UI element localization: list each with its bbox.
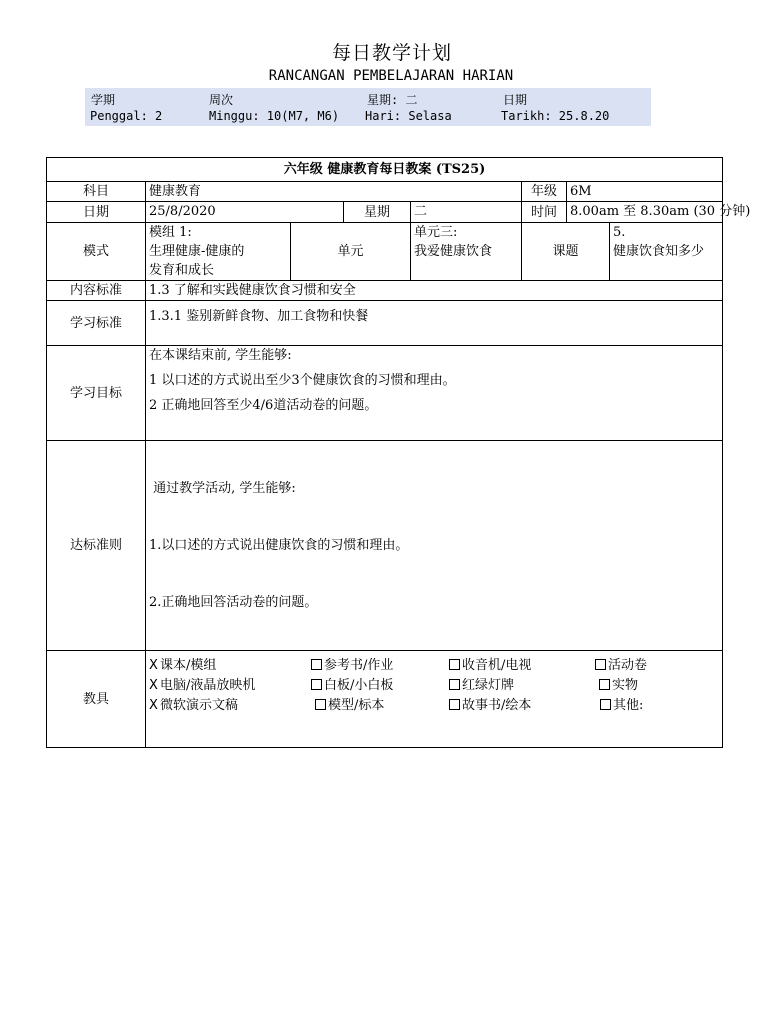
tool-label: 实物	[612, 678, 639, 693]
objective-item: 2 正确地回答至少4/6道活动卷的问题。	[149, 398, 378, 413]
tool-checkbox-item[interactable]	[449, 676, 514, 695]
info-bar	[85, 88, 651, 126]
learning-standard-value: 1.3.1 鉴别新鲜食物、加工食物和快餐	[146, 301, 723, 346]
tool-label: 故事书/绘本	[462, 698, 532, 713]
objective-item: 1 以口述的方式说出至少3个健康饮食的习惯和理由。	[149, 373, 456, 388]
plan-heading: 六年级 健康教育每日教案 (TS25)	[47, 158, 723, 182]
tools-cell	[146, 651, 723, 748]
page-title-chinese: 每日教学计划	[331, 42, 452, 64]
subject-label: 科目	[47, 182, 146, 202]
checked-mark-icon[interactable]: X	[149, 698, 158, 713]
learning-standard-label: 学习标准	[47, 301, 146, 346]
tool-checkbox-item[interactable]	[311, 676, 393, 695]
checkbox-icon[interactable]	[449, 699, 460, 710]
page-title-malay: RANCANGAN PEMBELAJARAN HARIAN	[268, 68, 514, 84]
checked-mark-icon[interactable]: X	[149, 658, 158, 673]
checkbox-icon[interactable]	[311, 679, 322, 690]
checkbox-icon[interactable]	[311, 659, 322, 670]
tool-checkbox-item[interactable]	[595, 656, 647, 675]
tool-checkbox-item[interactable]	[449, 656, 531, 675]
checkbox-icon[interactable]	[595, 659, 606, 670]
term-label: 学期	[91, 93, 116, 107]
tool-checkbox-item[interactable]	[600, 696, 643, 715]
objective-cell	[146, 346, 723, 441]
topic-value: 5. 健康饮食知多少	[610, 223, 723, 281]
criteria-item: 1.以口述的方式说出健康饮食的习惯和理由。	[149, 538, 409, 553]
criteria-label: 达标准则	[47, 441, 146, 651]
module-value: 模组 1: 生理健康-健康的 发育和成长	[146, 223, 291, 281]
tool-checkbox-item[interactable]	[149, 676, 255, 695]
tool-label: 收音机/电视	[462, 658, 532, 673]
day-value: Hari: Selasa	[365, 109, 452, 123]
tool-checkbox-item[interactable]	[149, 696, 238, 715]
checkbox-icon[interactable]	[449, 659, 460, 670]
module-label: 模式	[47, 223, 146, 281]
time-label: 时间	[522, 202, 567, 223]
topic-label: 课题	[522, 223, 610, 281]
criteria-cell	[146, 441, 723, 651]
content-standard-label: 内容标准	[47, 281, 146, 301]
term-value: Penggal: 2	[90, 109, 163, 123]
grade-value: 6M	[567, 182, 723, 202]
lesson-plan-table	[46, 157, 751, 748]
criteria-intro: 通过教学活动, 学生能够:	[149, 481, 296, 496]
time-value: 8.00am 至 8.30am (30 分钟)	[567, 202, 723, 223]
tool-checkbox-item[interactable]	[311, 656, 393, 675]
weekday-label: 星期	[344, 202, 411, 223]
objective-intro: 在本课结束前, 学生能够:	[149, 348, 292, 363]
checkbox-icon[interactable]	[599, 679, 610, 690]
tool-label: 红绿灯牌	[462, 678, 515, 693]
content-standard-value: 1.3 了解和实践健康饮食习惯和安全	[146, 281, 723, 301]
week-label: 周次	[209, 93, 234, 107]
checkbox-icon[interactable]	[315, 699, 326, 710]
checkbox-icon[interactable]	[600, 699, 611, 710]
subject-value: 健康教育	[146, 182, 522, 202]
day-label: 星期: 二	[367, 93, 418, 107]
tool-label: 模型/标本	[328, 698, 385, 713]
objective-label: 学习目标	[47, 346, 146, 441]
week-value: Minggu: 10(M7, M6)	[209, 109, 340, 123]
unit-label: 单元	[291, 223, 411, 281]
tool-label: 活动卷	[608, 658, 648, 673]
grade-label: 年级	[522, 182, 567, 202]
tool-label: 白板/小白板	[324, 678, 394, 693]
date-row-value: 25/8/2020	[146, 202, 344, 223]
weekday-value: 二	[411, 202, 522, 223]
tool-checkbox-item[interactable]	[599, 676, 638, 695]
date-value: Tarikh: 25.8.20	[501, 109, 610, 123]
tool-checkbox-item[interactable]	[449, 696, 531, 715]
tool-label: 其他:	[613, 698, 644, 713]
tool-checkbox-item[interactable]	[149, 656, 216, 675]
date-row-label: 日期	[47, 202, 146, 223]
unit-value: 单元三: 我爱健康饮食	[411, 223, 522, 281]
tools-label: 教具	[47, 651, 146, 748]
tool-label: 参考书/作业	[324, 658, 394, 673]
date-label: 日期	[503, 93, 528, 107]
tool-label: 微软演示文稿	[160, 698, 239, 713]
tools-checklist	[146, 651, 722, 747]
criteria-item: 2.正确地回答活动卷的问题。	[149, 595, 318, 610]
tool-label: 电脑/液晶放映机	[160, 678, 256, 693]
tool-checkbox-item[interactable]	[315, 696, 384, 715]
checkbox-icon[interactable]	[449, 679, 460, 690]
checked-mark-icon[interactable]: X	[149, 678, 158, 693]
tool-label: 课本/模组	[160, 658, 217, 673]
